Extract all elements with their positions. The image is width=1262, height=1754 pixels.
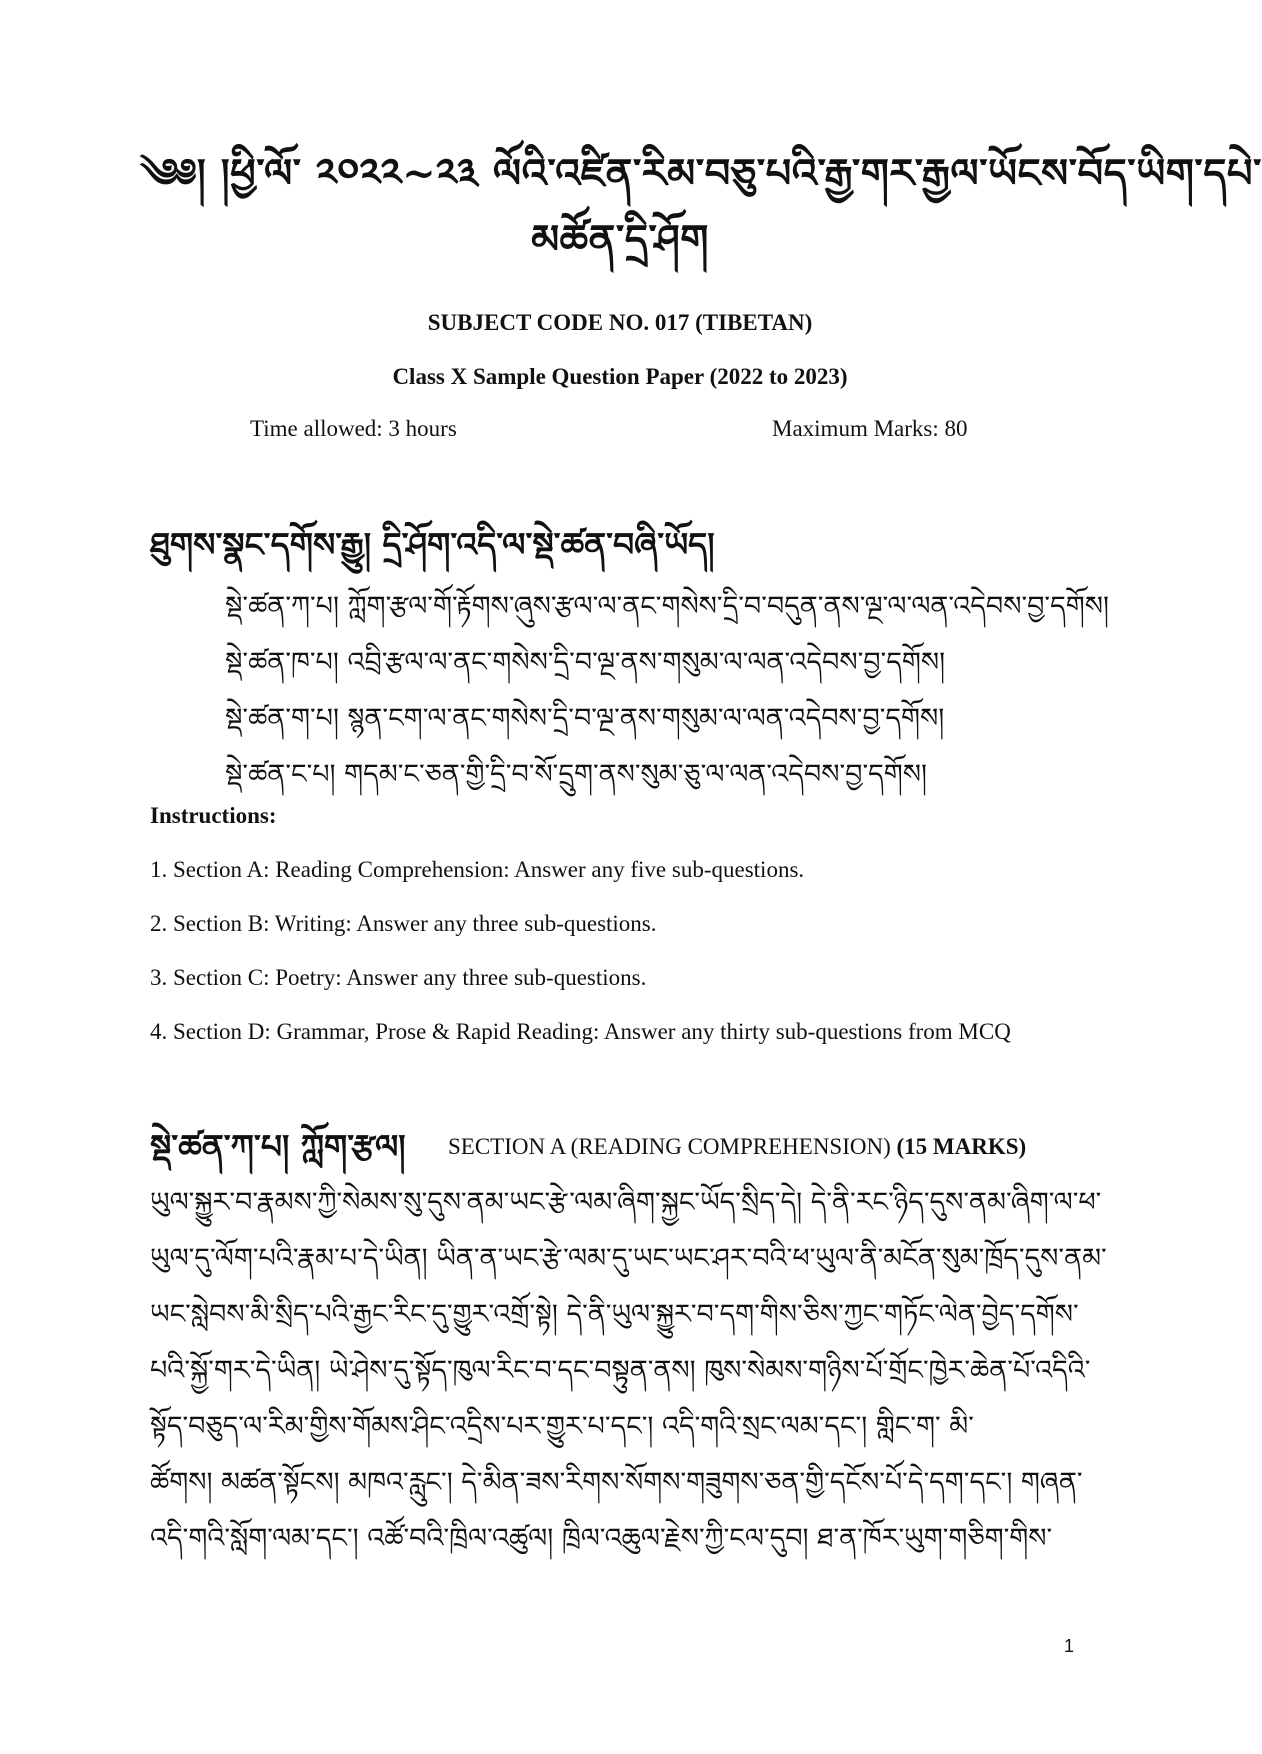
passage-line: པའི་སྐྱོ་གར་དེ་ཡིན། ཡེ་ཤེས་དུ་སྟོད་ཁུལ་རིང་བ་དང་བསྟུན་ནས། ཁུས་སེམས་གཉིས་པོ་གྲོང་ཁྱེར་ཆེན་པོ་འདིའི་ (150, 1355, 1091, 1386)
paper-title: Class X Sample Question Paper (2022 to 2023) (392, 364, 848, 389)
passage-line: ཡུལ་སྐྱུར་བ་རྣམས་ཀྱི་སེམས་སུ་དུས་ནམ་ཡང་རྩེ་ལམ་ཞིག་སྐྱང་ཡོད་སྲིད་དེ། དེ་ནི་རང་ཉིད་དུས་ནམ་ཞིག་ལ་ཕ་ (150, 1187, 1102, 1218)
section-a-english-title: SECTION A (READING COMPREHENSION) (448, 1134, 891, 1159)
rule-line: སྡེ་ཚན་ཀ་པ། ཀློག་རྩལ་གོ་རྟོགས་ཞུས་རྩལ་ལ་ནང་གསེས་དྲི་བ་བདུན་ནས་ལྔ་ལ་ལན་འདེབས་བྱ་དགོས། (225, 591, 1109, 622)
section-a-title (448, 1132, 1026, 1162)
passage-line: འདི་གའི་སློག་ལམ་དང་། འཚོ་བའི་ཁྲིལ་འཚུལ། ཁྲིལ་འཆུལ་རྗེས་ཀྱི་ངལ་དུབ། ཐ་ན་ཁོར་ཡུག་གཅིག་གིས་ (150, 1523, 1053, 1554)
rule-line: སྡེ་ཚན་ང་པ། གདམ་ང་ཅན་གྱི་དྲི་བ་སོ་དྲུག་ནས་སུམ་ཅུ་ལ་ལན་འདེབས་བྱ་དགོས། (225, 759, 927, 790)
time-allowed: Time allowed: 3 hours (250, 416, 457, 441)
rules-heading: ཐུགས་སྣང་དགོས་རྒྱུ། དྲི་ཤོག་འདི་ལ་སྡེ་ཚན་བཞི་ཡོད། (150, 525, 715, 564)
subject-code: SUBJECT CODE NO. 017 (TIBETAN) (427, 310, 813, 335)
passage-line: ཡུལ་དུ་ལོག་པའི་རྣམ་པ་དེ་ཡིན། ཡིན་ན་ཡང་རྩེ་ལམ་དུ་ཡང་ཡང་ཤར་བའི་ཕ་ཡུལ་ནི་མངོན་སུམ་ཁྲོད་དུས་ནམ་ (150, 1243, 1107, 1274)
maximum-marks: Maximum Marks: 80 (772, 416, 968, 441)
page-number: 1 (1064, 1636, 1075, 1656)
instruction-item: 3. Section C: Poetry: Answer any three sub-questions. (150, 965, 647, 990)
title-tibetan-line-1: ༄༅། །ཕྱི་ལོ་ ༢༠༢༢~༢༣ ལོའི་འཛིན་རིམ་བཅུ་པའི་རྒྱ་གར་རྒྱལ་ཡོངས་བོད་ཡིག་དཔེ་ (140, 150, 1262, 197)
instruction-item: 2. Section B: Writing: Answer any three sub-questions. (150, 911, 657, 936)
instructions-label: Instructions: (150, 803, 277, 828)
passage-line: ཡང་སླེབས་མི་སྲིད་པའི་རྒྱང་རིང་དུ་གྱུར་འགྲོ་སྟེ། དེ་ནི་ཡུལ་སྐྱུར་བ་དག་གིས་ཅིས་ཀྱང་གཏོང་ལེན་བྱེད་དགོས་ (150, 1299, 1079, 1330)
section-a-tibetan-title: སྡེ་ཚན་ཀ་པ། ཀློག་རྩལ། (150, 1127, 406, 1166)
instruction-item: 4. Section D: Grammar, Prose & Rapid Reading: Answer any thirty sub-questions from MCQ (150, 1019, 1011, 1044)
rule-line: སྡེ་ཚན་ག་པ། སྙན་ངག་ལ་ནང་གསེས་དྲི་བ་ལྔ་ནས་གསུམ་ལ་ལན་འདེབས་བྱ་དགོས། (225, 703, 945, 734)
instruction-item: 1. Section A: Reading Comprehension: Answer any five sub-questions. (150, 857, 805, 882)
passage-line: སྟོད་བཅུད་ལ་རིམ་གྱིས་གོམས་ཤིང་འདྲིས་པར་གྱུར་པ་དང་། འདི་གའི་སྲང་ལམ་དང་། གླིང་ག་ མི་ (150, 1411, 974, 1442)
section-a-marks: (15 MARKS) (896, 1134, 1027, 1159)
rule-line: སྡེ་ཚན་ཁ་པ། འབྲི་རྩལ་ལ་ནང་གསེས་དྲི་བ་ལྔ་ནས་གསུམ་ལ་ལན་འདེབས་བྱ་དགོས། (225, 647, 946, 678)
passage-line: ཚོགས། མཚན་སྟོངས། མཁའ་རླུང་། དེ་མིན་ཟས་རིགས་སོགས་གཟུགས་ཅན་གྱི་དངོས་པོ་དེ་དག་དང་། གཞན་ (150, 1467, 1083, 1498)
title-tibetan-line-2: མཚོན་དྲི་ཤོག (531, 216, 709, 263)
